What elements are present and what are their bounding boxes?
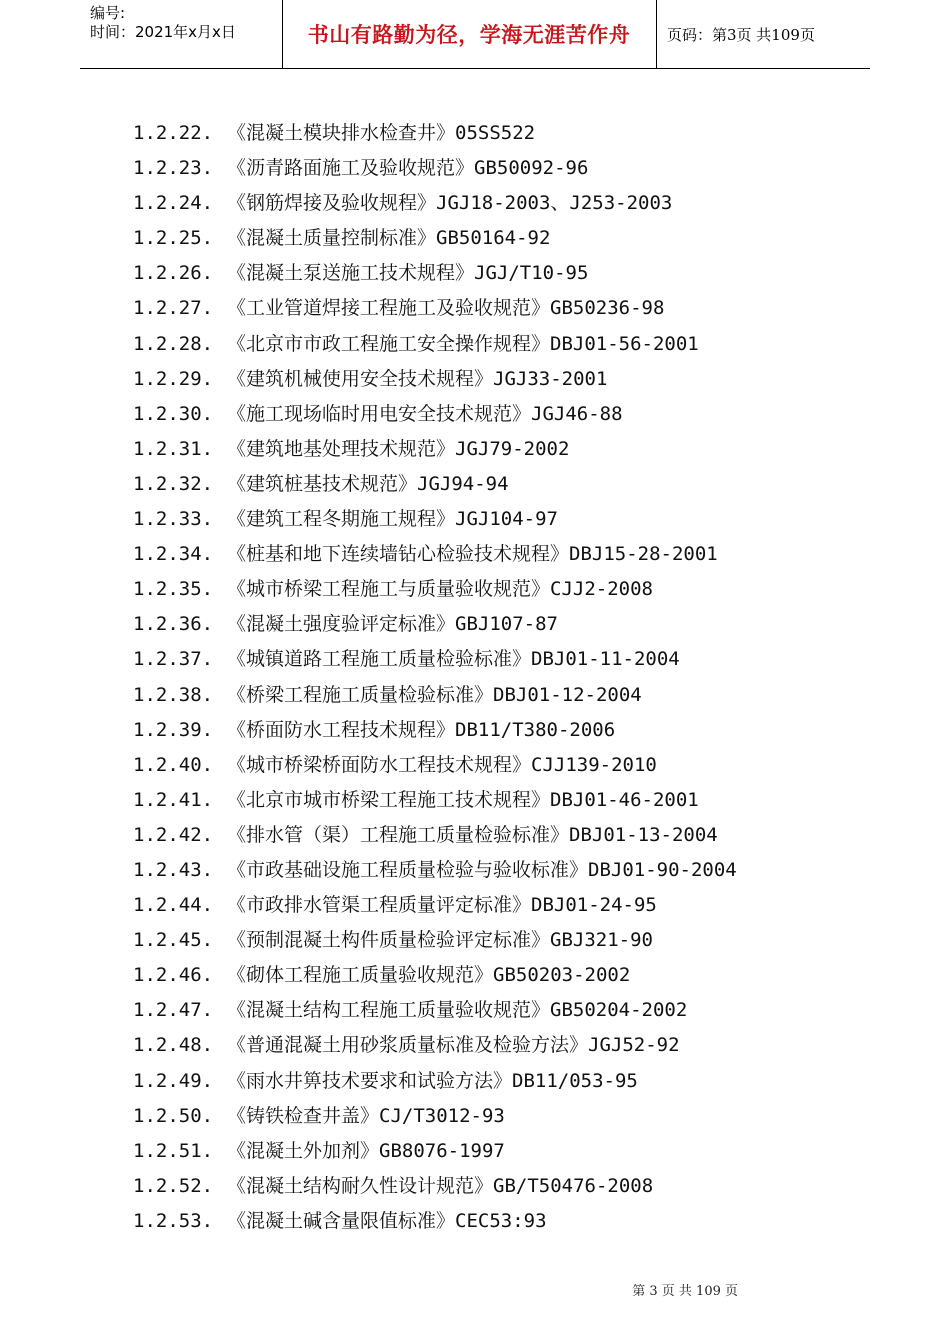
item-number: 1.2.33. (133, 508, 214, 531)
item-title: 《砌体工程施工质量验收规范》 (227, 964, 494, 987)
list-item (133, 327, 737, 362)
item-title: 《排水管（渠）工程施工质量检验标准》 (227, 823, 570, 846)
list-item (133, 572, 737, 607)
item-title: 《混凝土碱含量限值标准》 (227, 1209, 456, 1232)
list-item (133, 256, 737, 291)
item-number: 1.2.23. (133, 157, 214, 180)
item-code: DBJ01-12-2004 (493, 683, 642, 706)
item-title: 《钢筋焊接及验收规程》 (227, 192, 437, 215)
list-item (133, 1169, 737, 1204)
item-code: JGJ52-92 (588, 1034, 680, 1057)
item-code: CJJ2-2008 (550, 578, 653, 601)
item-number: 1.2.49. (133, 1069, 214, 1092)
list-item (133, 221, 737, 256)
item-number: 1.2.48. (133, 1034, 214, 1057)
item-number: 1.2.30. (133, 402, 214, 425)
item-code: DBJ01-46-2001 (550, 788, 699, 811)
item-number: 1.2.37. (133, 648, 214, 671)
list-item (133, 993, 737, 1028)
standards-list (133, 116, 737, 1239)
item-code: GB50203-2002 (493, 964, 631, 987)
item-title: 《市政基础设施工程质量检验与验收标准》 (227, 858, 589, 881)
item-number: 1.2.39. (133, 718, 214, 741)
item-title: 《建筑地基处理技术规范》 (227, 437, 456, 460)
item-code: GB8076-1997 (379, 1139, 505, 1162)
item-code: DBJ01-24-95 (531, 894, 657, 917)
item-title: 《沥青路面施工及验收规范》 (227, 157, 475, 180)
item-code: DBJ01-11-2004 (531, 648, 680, 671)
page-footer (0, 1280, 950, 1299)
item-number: 1.2.28. (133, 332, 214, 355)
item-code: GB50204-2002 (550, 999, 688, 1022)
list-item (133, 713, 737, 748)
item-code: CEC53:93 (455, 1209, 547, 1232)
header-motto: 书山有路勤为径，学海无涯苦作舟 (307, 23, 631, 47)
item-code: DBJ01-90-2004 (588, 858, 737, 881)
item-number: 1.2.32. (133, 472, 214, 495)
header-page-info: 页码：第3页 共109页 (667, 25, 815, 44)
item-title: 《混凝土外加剂》 (227, 1139, 380, 1162)
header-page-cell (657, 0, 870, 68)
item-title: 《混凝土泵送施工技术规程》 (227, 262, 475, 285)
item-title: 《工业管道焊接工程施工及验收规范》 (227, 297, 551, 320)
item-number: 1.2.40. (133, 753, 214, 776)
item-title: 《城市桥梁桥面防水工程技术规程》 (227, 753, 532, 776)
item-code: DBJ15-28-2001 (569, 543, 718, 566)
item-code: JGJ94-94 (417, 472, 509, 495)
list-item (133, 958, 737, 993)
list-item (133, 1204, 737, 1239)
item-title: 《建筑工程冬期施工规程》 (227, 508, 456, 531)
item-number: 1.2.25. (133, 227, 214, 250)
item-title: 《建筑桩基技术规范》 (227, 472, 418, 495)
list-item (133, 923, 737, 958)
item-code: JGJ/T10-95 (474, 262, 589, 285)
item-number: 1.2.53. (133, 1209, 214, 1232)
item-code: JGJ46-88 (531, 402, 623, 425)
list-item (133, 1064, 737, 1099)
list-item (133, 151, 737, 186)
item-title: 《混凝土结构耐久性设计规范》 (227, 1174, 494, 1197)
footer-page-number: 第 3 页 共 109 页 (632, 1284, 738, 1299)
item-number: 1.2.31. (133, 437, 214, 460)
item-number: 1.2.44. (133, 894, 214, 917)
item-code: JGJ33-2001 (493, 367, 608, 390)
list-item (133, 1134, 737, 1169)
list-item (133, 1099, 737, 1134)
item-title: 《施工现场临时用电安全技术规范》 (227, 402, 532, 425)
item-code: DB11/053-95 (512, 1069, 638, 1092)
item-code: GB50092-96 (474, 157, 589, 180)
item-code: GBJ321-90 (550, 929, 653, 952)
item-code: 05SS522 (455, 122, 536, 144)
item-number: 1.2.42. (133, 823, 214, 846)
item-title: 《城市桥梁工程施工与质量验收规范》 (227, 578, 551, 601)
list-item (133, 748, 737, 783)
item-code: GB50164-92 (436, 227, 551, 250)
item-number: 1.2.43. (133, 858, 214, 881)
item-number: 1.2.35. (133, 578, 214, 601)
document-date-label: 时间：2021年x月x日 (90, 23, 236, 41)
item-code: JGJ79-2002 (455, 437, 570, 460)
item-code: GB/T50476-2008 (493, 1174, 654, 1197)
item-number: 1.2.29. (133, 367, 214, 390)
item-code: DB11/T380-2006 (455, 718, 616, 741)
item-number: 1.2.51. (133, 1139, 214, 1162)
list-item (133, 642, 737, 677)
item-code: DBJ01-13-2004 (569, 823, 718, 846)
page-header (80, 0, 870, 69)
item-title: 《混凝土强度验评定标准》 (227, 613, 456, 636)
list-item (133, 607, 737, 642)
list-item (133, 116, 737, 151)
item-title: 《预制混凝土构件质量检验评定标准》 (227, 929, 551, 952)
item-number: 1.2.27. (133, 297, 214, 320)
item-title: 《桥梁工程施工质量检验标准》 (227, 683, 494, 706)
item-code: JGJ18-2003、J253-2003 (436, 192, 673, 215)
header-motto-cell (282, 0, 657, 68)
item-code: DBJ01-56-2001 (550, 332, 699, 355)
item-number: 1.2.41. (133, 788, 214, 811)
list-item (133, 432, 737, 467)
list-item (133, 537, 737, 572)
item-code: JGJ104-97 (455, 508, 558, 531)
item-code: GBJ107-87 (455, 613, 558, 636)
item-code: CJ/T3012-93 (379, 1104, 505, 1127)
item-title: 《北京市市政工程施工安全操作规程》 (227, 332, 551, 355)
list-item (133, 291, 737, 326)
item-title: 《混凝土结构工程施工质量验收规范》 (227, 999, 551, 1022)
item-title: 《桩基和地下连续墙钻心检验技术规程》 (227, 543, 570, 566)
item-number: 1.2.45. (133, 929, 214, 952)
list-item (133, 502, 737, 537)
list-item (133, 783, 737, 818)
item-number: 1.2.46. (133, 964, 214, 987)
item-number: 1.2.26. (133, 262, 214, 285)
item-number: 1.2.24. (133, 192, 214, 215)
item-number: 1.2.52. (133, 1174, 214, 1197)
list-item (133, 1028, 737, 1063)
list-item (133, 362, 737, 397)
item-title: 《混凝土模块排水检查井》 (227, 122, 456, 144)
item-number: 1.2.47. (133, 999, 214, 1022)
list-item (133, 678, 737, 713)
header-meta-cell (80, 0, 283, 68)
item-title: 《普通混凝土用砂浆质量标准及检验方法》 (227, 1034, 589, 1057)
document-number-label: 编号: (90, 4, 126, 22)
item-title: 《建筑机械使用安全技术规程》 (227, 367, 494, 390)
list-item (133, 467, 737, 502)
list-item (133, 853, 737, 888)
list-item (133, 818, 737, 853)
list-item (133, 888, 737, 923)
item-number: 1.2.34. (133, 543, 214, 566)
item-number: 1.2.50. (133, 1104, 214, 1127)
item-number: 1.2.36. (133, 613, 214, 636)
list-item (133, 397, 737, 432)
item-title: 《混凝土质量控制标准》 (227, 227, 437, 250)
item-title: 《铸铁检查井盖》 (227, 1104, 380, 1127)
item-number: 1.2.22. (133, 122, 214, 144)
item-number: 1.2.38. (133, 683, 214, 706)
item-code: GB50236-98 (550, 297, 665, 320)
item-code: CJJ139-2010 (531, 753, 657, 776)
item-title: 《雨水井箅技术要求和试验方法》 (227, 1069, 513, 1092)
item-title: 《城镇道路工程施工质量检验标准》 (227, 648, 532, 671)
item-title: 《桥面防水工程技术规程》 (227, 718, 456, 741)
list-item (133, 186, 737, 221)
item-title: 《市政排水管渠工程质量评定标准》 (227, 894, 532, 917)
item-title: 《北京市城市桥梁工程施工技术规程》 (227, 788, 551, 811)
